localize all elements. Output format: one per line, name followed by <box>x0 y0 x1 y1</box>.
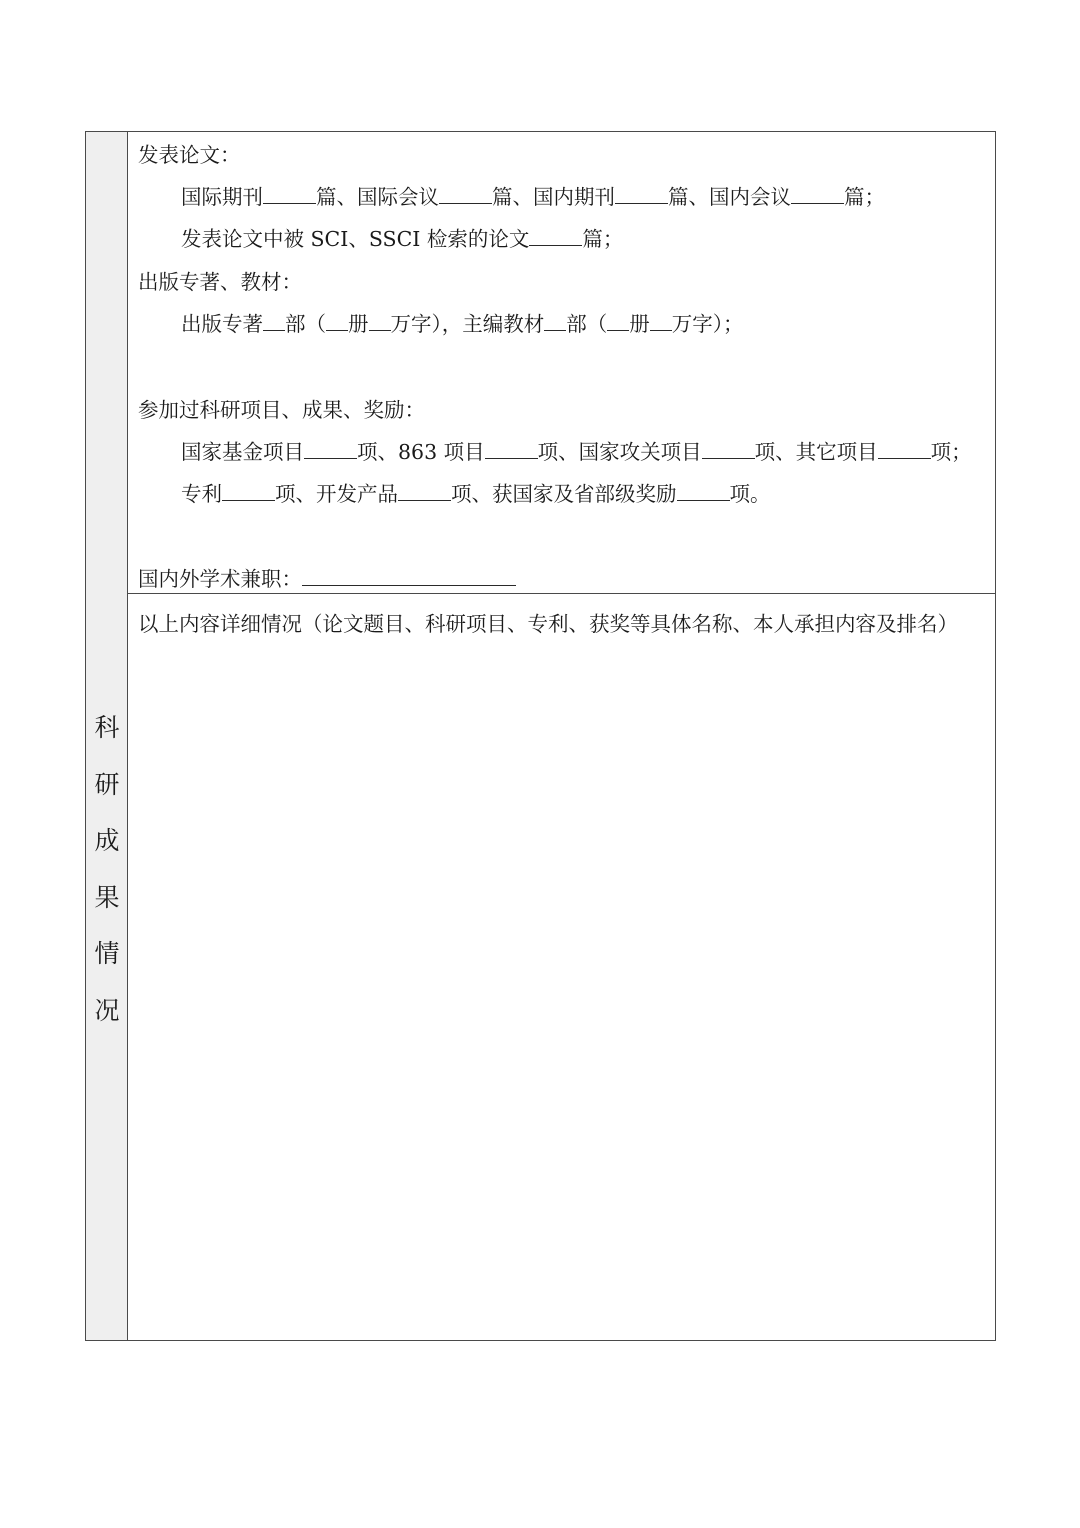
intl-journal-label: 国际期刊 <box>181 185 263 209</box>
section-label-char: 成 <box>94 826 120 855</box>
textbook-ce-blank[interactable] <box>607 312 629 331</box>
summary-cell <box>128 132 995 594</box>
ce-label: 册 <box>348 312 369 336</box>
monograph-wanzi-blank[interactable] <box>369 312 391 331</box>
patent-blank[interactable] <box>222 482 275 501</box>
dev-product-blank[interactable] <box>398 482 451 501</box>
textbook-wanzi-blank[interactable] <box>650 312 672 331</box>
research-heading: 参加过科研项目、成果、奖励： <box>138 398 425 422</box>
wanzi-end-label: 万字）； <box>671 312 744 336</box>
projects-count-line <box>181 438 972 466</box>
section-label-char: 研 <box>94 769 120 799</box>
other-project-label: 、其它项目 <box>775 440 878 464</box>
unit-pian: 篇 <box>316 185 337 209</box>
award-label: 、获国家及省部级奖励 <box>471 482 677 506</box>
bu-label: 部（ <box>566 312 608 336</box>
books-heading: 出版专著、教材： <box>138 270 302 294</box>
section-label-char: 况 <box>94 995 120 1025</box>
unit-pian-end: 篇； <box>844 185 885 209</box>
dom-conf-count-blank[interactable] <box>791 185 844 204</box>
academic-posts-line <box>138 565 516 593</box>
unit-xiang-end: 项。 <box>729 482 771 506</box>
national-fund-blank[interactable] <box>304 440 357 459</box>
intl-journal-count-blank[interactable] <box>263 185 316 204</box>
monograph-label: 出版专著 <box>181 312 263 336</box>
dev-product-label: 、开发产品 <box>295 482 398 506</box>
sci-label: 发表论文中被 SCI、SSCI 检索的论文 <box>181 227 530 251</box>
ce-label: 册 <box>629 312 650 336</box>
sci-papers-line <box>181 225 623 253</box>
unit-xiang: 项 <box>275 482 296 506</box>
research-achievements-table <box>85 131 996 1341</box>
monograph-bu-blank[interactable] <box>263 312 285 331</box>
papers-count-line <box>181 183 885 211</box>
dom-journal-label: 、国内期刊 <box>512 185 615 209</box>
unit-xiang: 项 <box>537 440 559 464</box>
award-blank[interactable] <box>677 482 730 501</box>
section-label-vertical <box>86 700 128 1039</box>
section-label-char: 果 <box>94 882 120 912</box>
section-label-cell <box>86 132 128 1340</box>
patents-awards-line <box>181 480 771 508</box>
section-label-char: 科 <box>94 713 120 742</box>
monograph-ce-blank[interactable] <box>326 312 348 331</box>
textbook-bu-blank[interactable] <box>544 312 566 331</box>
textbook-label: 万字），主编教材 <box>390 312 545 336</box>
intl-conf-count-blank[interactable] <box>439 185 492 204</box>
unit-pian-end: 篇； <box>582 227 624 251</box>
national-fund-label: 国家基金项目 <box>181 440 304 464</box>
books-count-line <box>181 310 744 338</box>
dom-conf-label: 、国内会议 <box>688 185 791 209</box>
academic-posts-blank[interactable] <box>302 567 516 586</box>
unit-xiang: 项 <box>754 440 776 464</box>
papers-heading: 发表论文： <box>138 143 241 167</box>
intl-conf-label: 、国际会议 <box>336 185 439 209</box>
project-863-blank[interactable] <box>485 440 538 459</box>
section-label-char: 情 <box>94 939 120 968</box>
key-project-label: 、国家攻关项目 <box>558 440 702 464</box>
project-863-label: 、863 项目 <box>377 440 485 464</box>
patent-label: 专利 <box>181 482 222 506</box>
bu-label: 部（ <box>285 312 326 336</box>
key-project-blank[interactable] <box>702 440 755 459</box>
dom-journal-count-blank[interactable] <box>615 185 668 204</box>
other-project-blank[interactable] <box>878 440 931 459</box>
details-label: 以上内容详细情况（论文题目、科研项目、专利、获奖等具体名称、本人承担内容及排名） <box>138 612 958 636</box>
academic-posts-label: 国内外学术兼职： <box>138 567 302 591</box>
unit-pian: 篇 <box>492 185 513 209</box>
unit-xiang: 项 <box>451 482 472 506</box>
sci-count-blank[interactable] <box>529 227 582 246</box>
unit-xiang-end: 项； <box>930 440 972 464</box>
unit-pian: 篇 <box>668 185 689 209</box>
details-cell[interactable] <box>128 594 995 1340</box>
unit-xiang: 项 <box>357 440 378 464</box>
